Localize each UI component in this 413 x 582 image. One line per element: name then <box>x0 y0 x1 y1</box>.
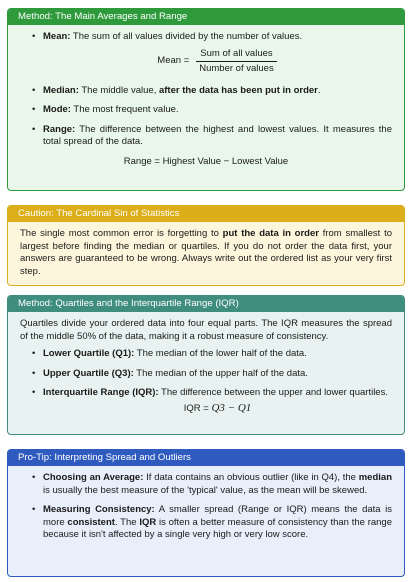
quartiles-method-box <box>7 295 405 435</box>
consistent-emphasis: consistent <box>67 516 115 528</box>
averages-list <box>20 31 392 149</box>
caution-text <box>20 228 392 278</box>
choosing-average-emphasis: median <box>358 472 392 483</box>
mean-formula-lhs: Mean = <box>157 55 190 67</box>
quartiles-box-title: Method: Quartiles and the Interquartile Range (IQR) <box>8 296 404 312</box>
choosing-average-term: Choosing an Average: <box>43 472 144 483</box>
list-item-range <box>20 124 392 149</box>
pro-tip-list <box>20 472 392 542</box>
choosing-average-description: If data contains an obvious outlier (like in Q4), the <box>143 472 359 483</box>
quartiles-intro: Quartiles divide your ordered data into four equal parts. The IQR measures the spread of the middle 50% of the data, making it a robust measure of consistency. <box>20 318 392 342</box>
mean-term: Mean: <box>43 31 71 42</box>
list-item-upper-quartile <box>20 368 392 381</box>
choosing-average-description-end: is usually the best measure of the 'typical' value, as the mean will be skewed. <box>43 484 368 496</box>
caution-text-end: from smallest to largest before finding the median or quartiles. If you do not order the data first, your answers are guaranteed to be wrong. Always write out the ordered list as your very first step. <box>20 228 392 277</box>
median-description-emphasis: after the data has been put in order <box>158 84 318 96</box>
averages-method-box <box>7 8 405 191</box>
mode-description: The most frequent value. <box>70 104 179 115</box>
lower-quartile-term: Lower Quartile (Q1): <box>43 348 135 359</box>
mode-term: Mode: <box>43 104 71 115</box>
list-item-iqr <box>20 387 392 415</box>
median-description-end: . <box>317 84 321 96</box>
mean-fraction <box>195 48 277 76</box>
caution-box <box>7 205 405 286</box>
iqr-description: The difference between the upper and lower quartiles. <box>158 387 388 398</box>
list-item-lower-quartile <box>20 348 392 361</box>
list-item-mode <box>20 104 392 117</box>
mean-fraction-denominator: Number of values <box>199 63 274 74</box>
measuring-consistency-term: Measuring Consistency: <box>43 504 155 515</box>
median-description: The middle value, <box>78 84 159 96</box>
averages-box-title: Method: The Main Averages and Range <box>8 9 404 25</box>
measuring-consistency-description: A smaller spread (Range or IQR) means the data is more <box>43 504 392 528</box>
upper-quartile-description: The median of the upper half of the data. <box>133 367 308 379</box>
list-item-mean <box>20 31 392 76</box>
caution-text-start: The single most common error is forgetting to <box>20 228 223 239</box>
iqr-formula <box>43 402 392 416</box>
range-term: Range: <box>43 123 76 135</box>
mean-fraction-numerator: Sum of all values <box>196 48 276 63</box>
list-item-choosing-average <box>20 472 392 497</box>
iqr-emphasis: IQR <box>139 516 157 528</box>
median-term: Median: <box>43 84 79 96</box>
mean-formula <box>43 48 392 76</box>
pro-tip-box-title: Pro-Tip: Interpreting Spread and Outliers <box>8 450 404 466</box>
range-description: The difference between the highest and lowest values. It measures the total spread of the data. <box>43 123 392 147</box>
mean-description: The sum of all values divided by the number of values. <box>70 31 303 42</box>
caution-box-title: Caution: The Cardinal Sin of Statistics <box>8 206 404 222</box>
list-item-measuring-consistency <box>20 504 392 542</box>
iqr-term: Interquartile Range (IQR): <box>43 387 159 398</box>
pro-tip-box <box>7 449 405 577</box>
iqr-formula-rhs: Q3 − Q1 <box>211 401 252 414</box>
measuring-consistency-description-mid: . The <box>114 516 140 528</box>
list-item-median <box>20 85 392 98</box>
lower-quartile-description: The median of the lower half of the data. <box>134 348 307 359</box>
caution-text-emphasis: put the data in order <box>222 228 319 239</box>
upper-quartile-term: Upper Quartile (Q3): <box>43 367 134 379</box>
quartiles-list <box>20 348 392 415</box>
iqr-formula-lhs: IQR = <box>183 402 212 414</box>
measuring-consistency-description-end: is often a better measure of consistency than the range because it isn't affected by a single very high or very low score. <box>43 516 392 540</box>
range-formula: Range = Highest Value − Lowest Value <box>123 155 289 167</box>
